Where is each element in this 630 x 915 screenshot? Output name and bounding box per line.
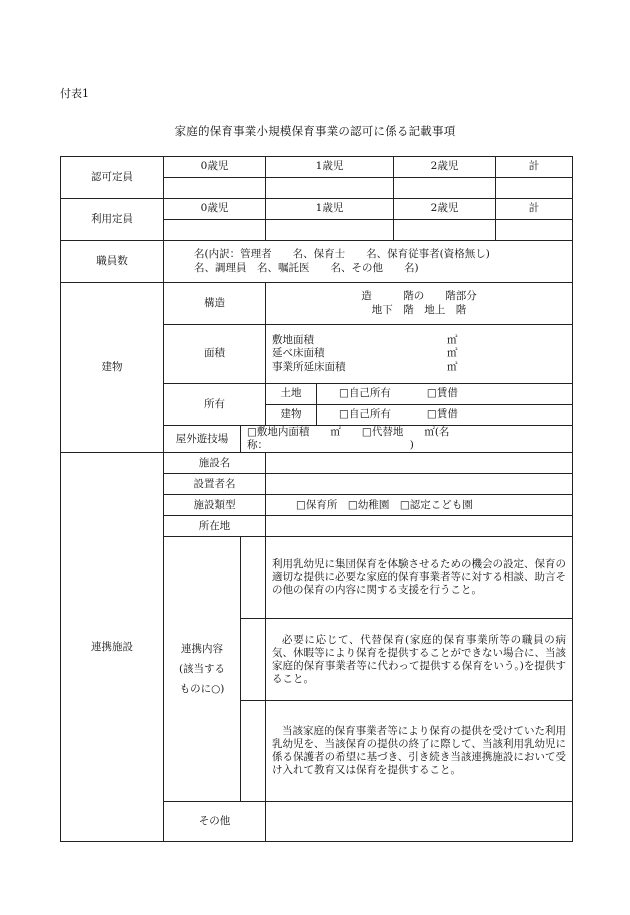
usage-label: 利用定員: [61, 199, 164, 241]
content-mark-3[interactable]: [241, 701, 266, 802]
land-options: [317, 384, 573, 405]
document-title: 家庭的保育事業小規模保育事業の認可に係る記載事項: [174, 124, 456, 138]
land-self-owned-checkbox[interactable]: □自己所有: [339, 387, 391, 400]
usage-age1-header: 1歳児: [266, 199, 394, 220]
capacity-header-row: [61, 157, 573, 178]
staff-breakdown[interactable]: [164, 241, 573, 283]
facility-type-label: 施設類型: [164, 495, 266, 516]
usage-age1-value[interactable]: [266, 220, 394, 241]
capacity-label: 認可定員: [61, 157, 164, 199]
content-label-line-1: 連携内容: [181, 643, 223, 656]
content-label-line-3: ものに○): [179, 683, 225, 696]
structure-line-1: 造 階の 階部分: [361, 290, 477, 303]
bldg-lease-checkbox[interactable]: □賃借: [426, 408, 458, 421]
capacity-age1-value[interactable]: [266, 178, 394, 199]
content-item-3: 当該家庭的保育事業者等により保育の提供を受けていた利用乳幼児を、当該保育の提供の終了に際して、当該利用乳幼児に係る保護者の希望に基づき、引き続き当該連携施設において受け入れて教育又は保育を提供すること。: [266, 701, 573, 802]
capacity-age2-value[interactable]: [394, 178, 496, 199]
content-mark-1[interactable]: [241, 537, 266, 619]
location-field[interactable]: [266, 516, 573, 537]
staff-line-1: 名(内訳：管理者 名、保育士 名、保育従事者(資格無し): [194, 248, 490, 261]
content-item-2: 必要に応じて、代替保育(家庭的保育事業所等の職員の病気、休暇等により保育を提供することができない場合に、当該家庭的保育事業者等に代わって提供する保育をいう。)を提供すること。: [266, 619, 573, 701]
facility-name-field[interactable]: [266, 453, 573, 474]
floor-area-line: [272, 347, 568, 360]
site-area-unit: ㎡: [447, 334, 458, 347]
usage-header-row: [61, 199, 573, 220]
partner-name-row: [61, 453, 573, 474]
partner-label: 連携施設: [61, 453, 164, 842]
structure-line-2: 地下 階 地上 階: [371, 303, 467, 316]
usage-age2-header: 2歳児: [394, 199, 496, 220]
site-area-line: [272, 334, 568, 347]
founder-name-label: 設置者名: [164, 474, 266, 495]
usage-age2-value[interactable]: [394, 220, 496, 241]
playground-label: 屋外遊技場: [164, 426, 241, 453]
bldg-options: [317, 405, 573, 426]
appendix-label: 付表1: [60, 87, 89, 100]
staff-line-2: 名、調理員 名、嘱託医 名、その他 名): [194, 261, 419, 274]
approval-form-table: [60, 156, 573, 842]
office-floor-area-line: [272, 361, 568, 374]
other-field[interactable]: [266, 802, 573, 842]
office-floor-area-label: 事業所延床面積: [272, 360, 346, 373]
bldg-label: 建物: [266, 405, 317, 426]
content-item-1: 利用乳幼児に集団保育を体験させるための機会の設定、保育の適切な提供に必要な家庭的保育事業者等に対する相談、助言その他の保育の内容に関する支援を行うこと。: [266, 537, 573, 619]
usage-total-header: 計: [496, 199, 573, 220]
structure-label: 構造: [164, 283, 266, 325]
floor-area-unit: ㎡: [447, 347, 458, 360]
capacity-age2-header: 2歳児: [394, 157, 496, 178]
bldg-self-owned-checkbox[interactable]: □自己所有: [339, 408, 391, 421]
floor-area-label: 延べ床面積: [272, 347, 325, 360]
land-label: 土地: [266, 384, 317, 405]
site-area-label: 敷地面積: [272, 334, 314, 347]
office-floor-area-unit: ㎡: [447, 360, 458, 373]
capacity-age0-header: 0歳児: [164, 157, 266, 178]
founder-name-field[interactable]: [266, 474, 573, 495]
usage-total-value[interactable]: [496, 220, 573, 241]
capacity-age1-header: 1歳児: [266, 157, 394, 178]
building-label: 建物: [61, 283, 164, 453]
facility-type-options[interactable]: □保育所 □幼稚園 □認定こども園: [266, 495, 573, 516]
ownership-label: 所有: [164, 384, 266, 426]
area-label: 面積: [164, 325, 266, 384]
usage-age0-header: 0歳児: [164, 199, 266, 220]
staff-row: [61, 241, 573, 283]
land-lease-checkbox[interactable]: □賃借: [426, 387, 458, 400]
facility-name-label: 施設名: [164, 453, 266, 474]
content-mark-2[interactable]: [241, 619, 266, 701]
structure-field[interactable]: [266, 283, 573, 325]
location-label: 所在地: [164, 516, 266, 537]
other-label: その他: [164, 802, 266, 842]
staff-label: 職員数: [61, 241, 164, 283]
content-label: [164, 537, 241, 802]
usage-age0-value[interactable]: [164, 220, 266, 241]
capacity-age0-value[interactable]: [164, 178, 266, 199]
area-field[interactable]: [266, 325, 573, 384]
capacity-total-value[interactable]: [496, 178, 573, 199]
capacity-total-header: 計: [496, 157, 573, 178]
building-structure-row: [61, 283, 573, 325]
playground-field[interactable]: □敷地内面積 ㎡ □代替地 ㎡(名称： ): [241, 426, 573, 453]
content-label-line-2: (該当する: [178, 663, 226, 676]
